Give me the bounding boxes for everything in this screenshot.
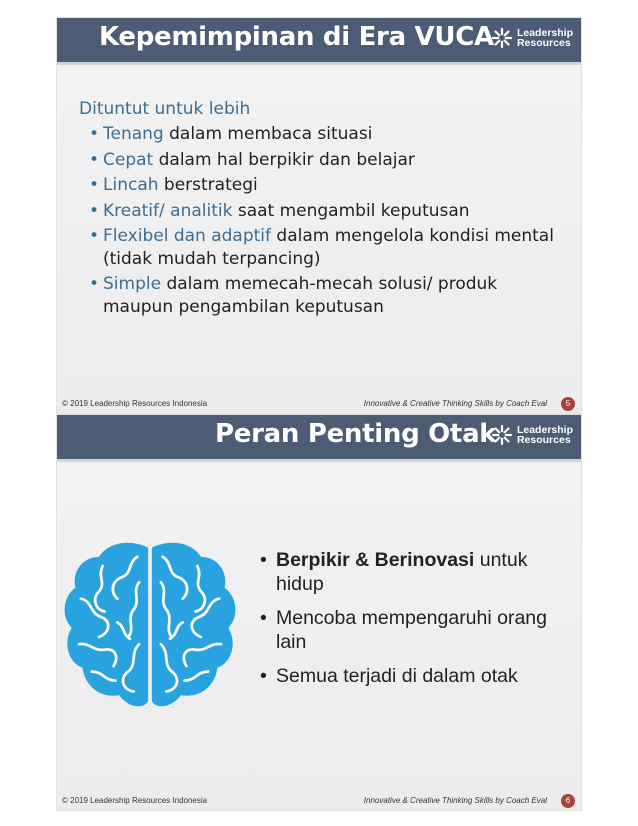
bullet-item: • Cepat dalam hal berpikir dan belajar	[89, 149, 415, 170]
bullet-item: • Semua terjadi di dalam otak	[260, 665, 518, 687]
bullet-text: saat mengambil keputusan	[232, 200, 470, 221]
leadership-resources-logo	[491, 424, 573, 446]
bullet-text: dalam memecah-mecah solusi/ produk maupun pengambilan keputusan	[103, 274, 498, 317]
bullet-text: dalam membaca situasi	[163, 124, 373, 144]
bullet-list	[89, 123, 569, 321]
slide-5	[57, 18, 581, 413]
slide-title: Peran Penting Otak	[215, 419, 497, 449]
bullet-item: • Tenang dalam membaca situasi	[89, 124, 373, 144]
footer-copyright: © 2019 Leadership Resources Indonesia	[62, 796, 208, 805]
bullet-highlight: Tenang	[103, 124, 164, 144]
logo-text-line2: Resources	[516, 37, 571, 49]
bullet-item: • Berpikir & Berinovasi untuk hidup	[260, 549, 528, 595]
page-number-badge: 6	[561, 794, 575, 808]
title-bar	[57, 415, 581, 459]
footer-course: Innovative & Creative Thinking Skills by Coach Eval	[363, 796, 547, 805]
bullet-item: • Simple dalam memecah-mecah solusi/ produk maupun pengambilan keputusan	[89, 274, 498, 317]
title-bar	[57, 18, 581, 62]
bullet-bold: Berpikir & Berinovasi	[276, 549, 475, 571]
logo-text-line1: Leadership	[516, 424, 573, 436]
bullet-item: • Mencoba mempengaruhi orang lain	[260, 607, 548, 653]
bullet-highlight: Kreatif/ analitik	[103, 200, 233, 221]
leadership-resources-logo	[491, 27, 573, 49]
bullet-text: untuk hidup	[276, 549, 528, 595]
bullet-text: Mencoba mempengaruhi orang lain	[276, 607, 548, 653]
bullet-highlight: Simple	[103, 274, 162, 294]
bullet-text: berstrategi	[158, 175, 258, 195]
bullet-text: dalam mengelola kondisi mental (tidak mudah terpancing)	[103, 226, 554, 269]
bullet-item: • Lincah berstrategi	[89, 175, 258, 195]
slide-6	[57, 415, 581, 810]
bullet-text: Semua terjadi di dalam otak	[276, 665, 518, 687]
brain-icon	[59, 535, 241, 717]
bullet-list	[260, 548, 565, 698]
bullet-highlight: Lincah	[103, 175, 159, 195]
logo-text-line1: Leadership	[516, 27, 573, 39]
star-burst-icon	[491, 424, 513, 446]
intro-text: Dituntut untuk lebih	[79, 99, 251, 119]
star-burst-icon	[491, 27, 513, 49]
bullet-text: dalam hal berpikir dan belajar	[153, 149, 415, 170]
bullet-item: • Kreatif/ analitik saat mengambil keputusan	[89, 200, 470, 221]
bullet-highlight: Flexibel dan adaptif	[103, 226, 271, 246]
slide-title: Kepemimpinan di Era VUCA	[99, 22, 494, 52]
logo-text-line2: Resources	[516, 434, 571, 446]
footer-course: Innovative & Creative Thinking Skills by Coach Eval	[363, 399, 547, 408]
page-number-badge: 5	[561, 397, 575, 411]
footer-copyright: © 2019 Leadership Resources Indonesia	[62, 399, 208, 408]
bullet-item: • Flexibel dan adaptif dalam mengelola kondisi mental (tidak mudah terpancing)	[89, 226, 554, 269]
bullet-highlight: Cepat	[103, 149, 154, 170]
